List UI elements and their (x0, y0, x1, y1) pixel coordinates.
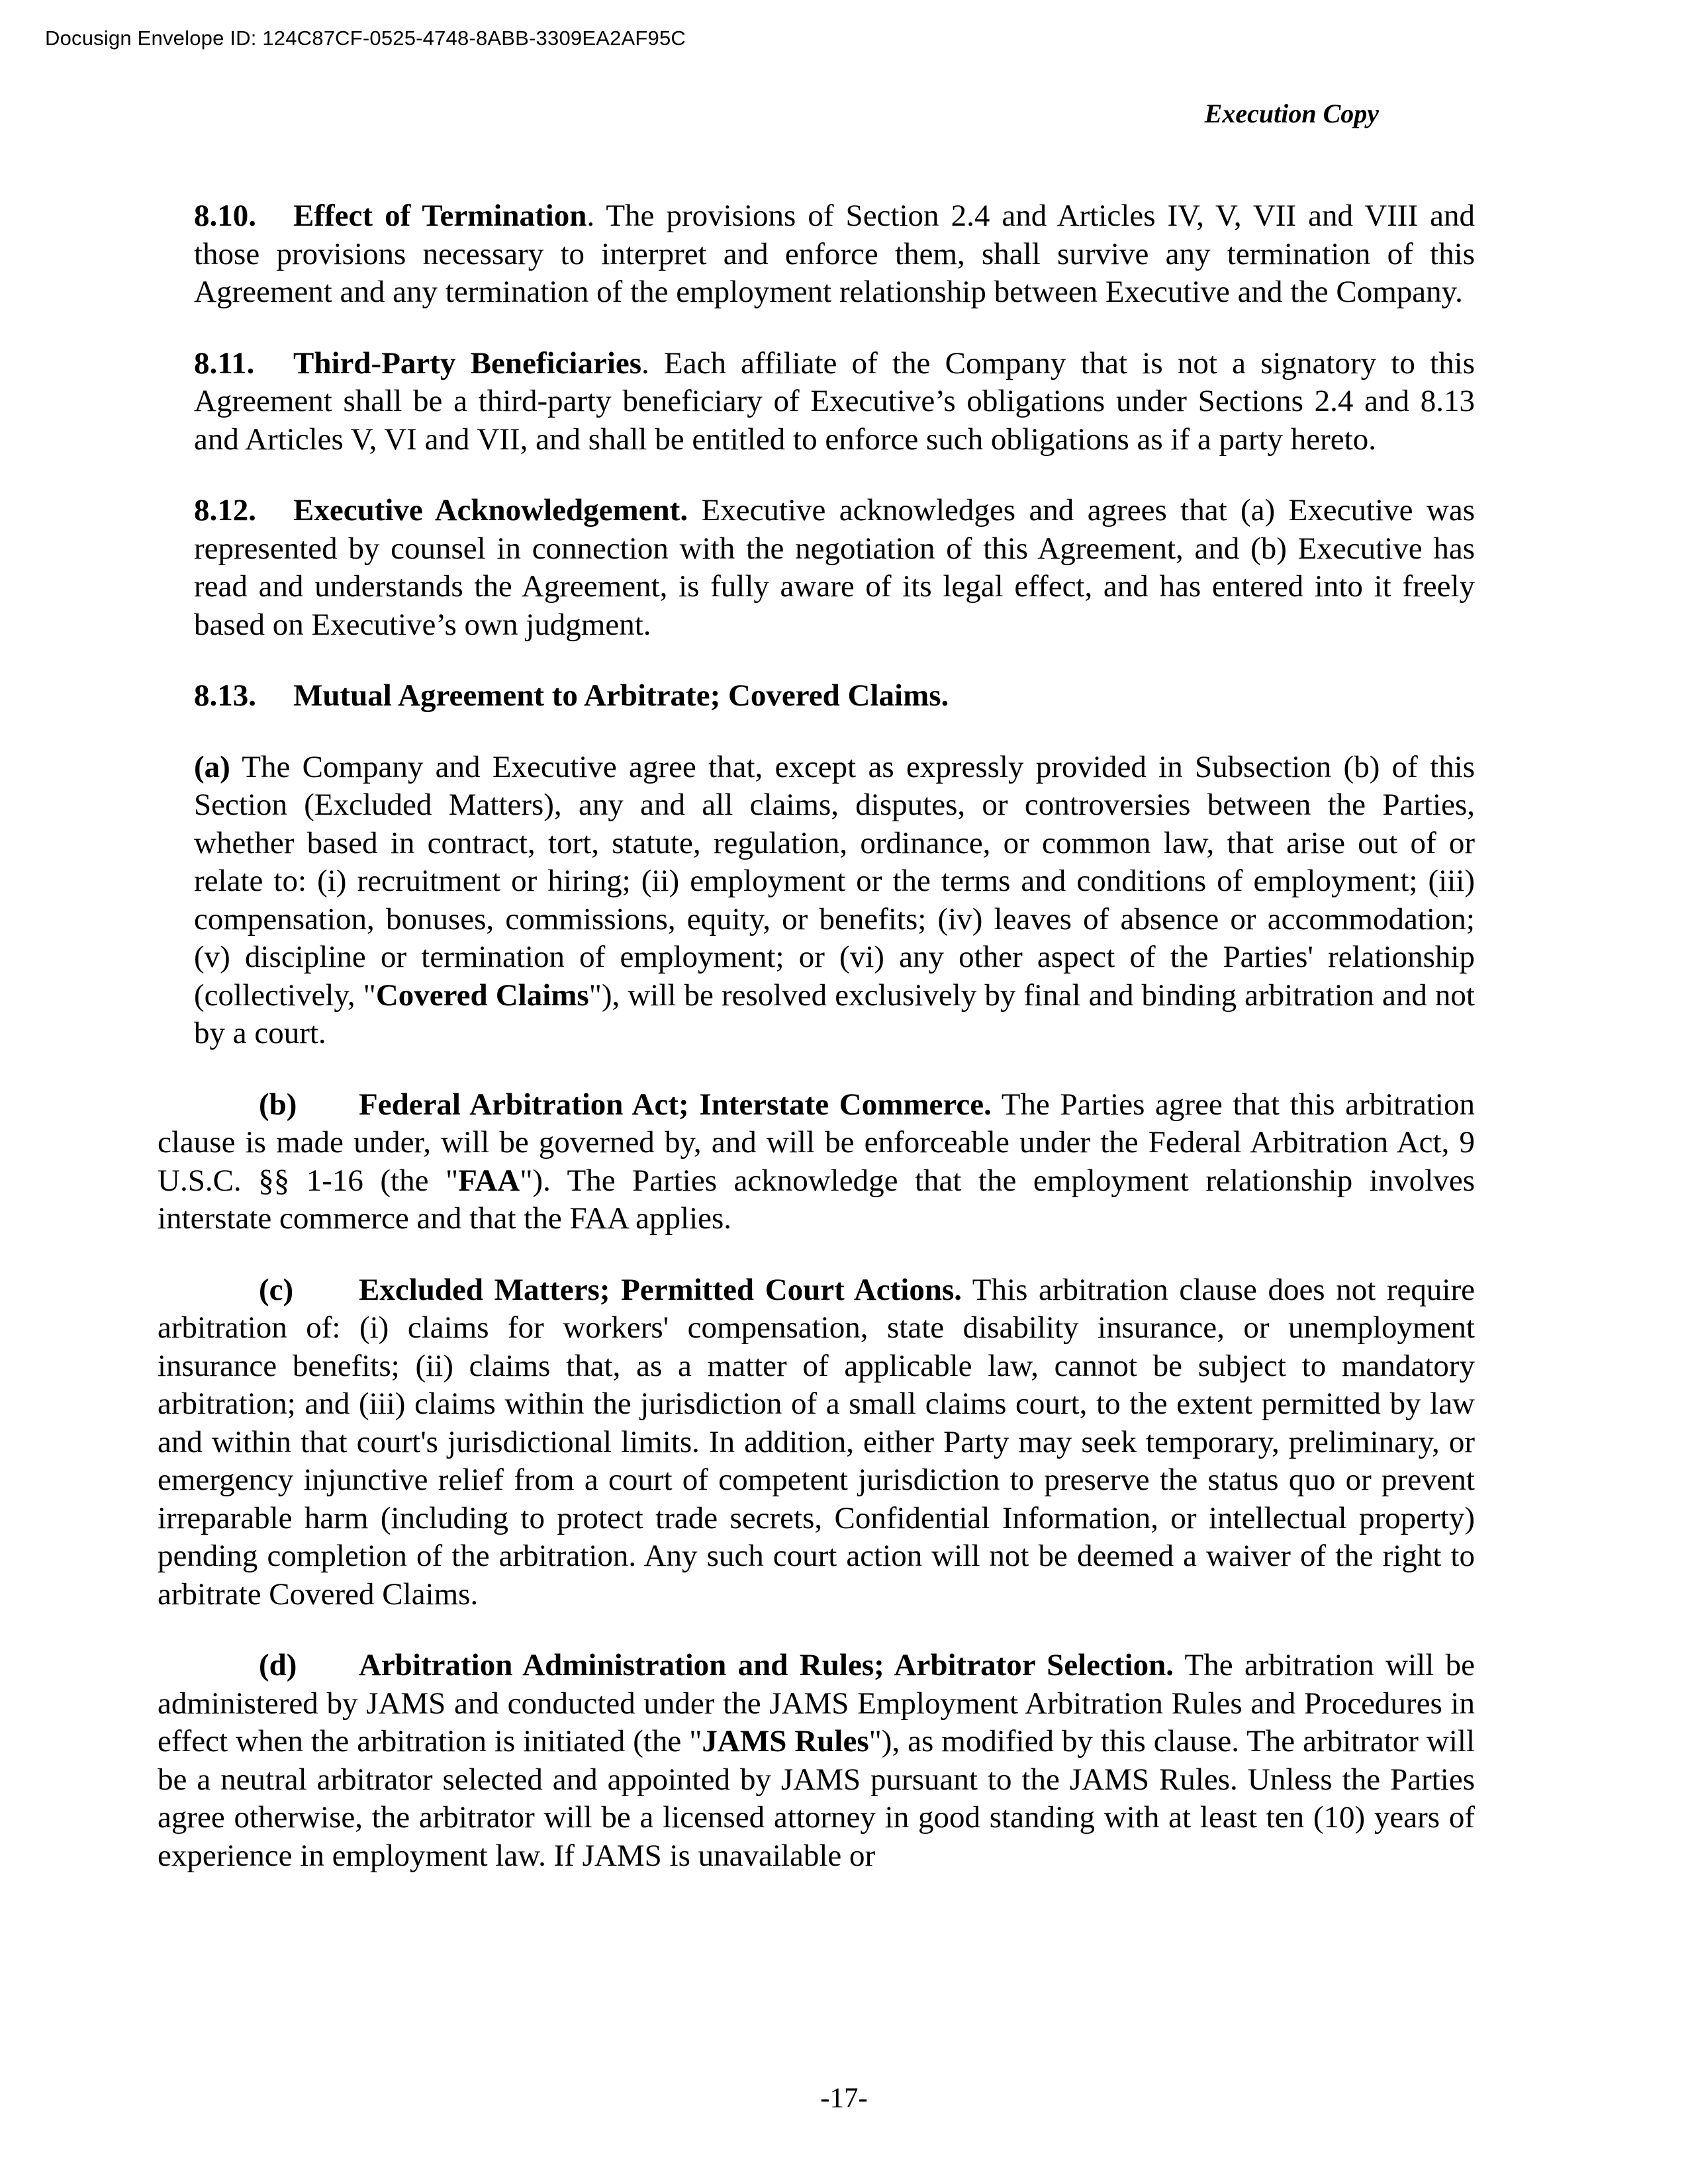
section-number: 8.11. (194, 345, 255, 381)
subsection-label: (a) (194, 749, 230, 784)
subsection-d (158, 1647, 1475, 1875)
subsection-text: "), will be resolved exclusively by final and binding arbitration and not by a court. (194, 978, 1475, 1050)
section-8-12 (194, 492, 1475, 644)
subsection-title: Excluded Matters; Permitted Court Actions. (359, 1272, 962, 1307)
subsection-text: The Company and Executive agree that, except as expressly provided in Subsection (b) of this Section (Excluded Matters), any and all claims, disputes, or controversies between the Parties, whether based in contract, tort, statute, regulation, ordinance, or common law, that arise out of or relate to: (i) recruitment or hiring; (ii) employment or the terms and conditions of employment; (iii) compensation, bonuses, commissions, equity, or benefits; (iv) leaves of absence or accommodation; (v) discipline or termination of employment; or (vi) any other aspect of the Parties' relationship (collectively, " (194, 749, 1475, 1013)
section-number: 8.12. (194, 493, 256, 527)
defined-term: FAA (458, 1163, 520, 1198)
page-number: -17- (820, 2083, 868, 2114)
section-8-11 (194, 345, 1475, 459)
subsection-title: Arbitration Administration and Rules; Arbitrator Selection. (359, 1648, 1174, 1682)
subsection-label: (b) (259, 1087, 297, 1122)
subsection-text: The Parties agree that this arbitration clause is made under, will be governed by, and will be enforceable under the Federal Arbitration Act, 9 U.S.C. §§ 1-16 (the " (158, 1087, 1475, 1198)
section-text: . The provisions of Section 2.4 and Articles IV, V, VII and VIII and those provisions necessary to interpret and enforce them, shall survive any termination of this Agreement and any termination of the employment relationship between Executive and the Company. (194, 199, 1476, 309)
execution-copy-label: Execution Copy (1204, 99, 1379, 128)
subsection-text: "). The Parties acknowledge that the employment relationship involves interstate commerce and that the FAA applies. (158, 1163, 1475, 1236)
section-8-13 (194, 677, 1475, 715)
subsection-label: (d) (259, 1648, 297, 1682)
docusign-envelope-id: Docusign Envelope ID: 124C87CF-0525-4748-8ABB-3309EA2AF95C (45, 26, 686, 50)
document-body (158, 197, 1476, 1908)
section-number: 8.10. (194, 199, 256, 233)
section-text: Executive acknowledges and agrees that (a) Executive was represented by counsel in connection with the negotiation of this Agreement, and (b) Executive has read and understands the Agreement, is fully aware of its legal effect, and has entered into it freely based on Executive’s own judgment. (194, 493, 1475, 642)
subsection-c (158, 1271, 1475, 1614)
section-title: Effect of Termination (293, 199, 587, 233)
subsection-label: (c) (259, 1272, 294, 1307)
subsection-text: This arbitration clause does not require arbitration of: (i) claims for workers' compensation, state disability insurance, or unemployment insurance benefits; (ii) claims that, as a matter of applicable law, cannot be subject to mandatory arbitration; and (iii) claims within the jurisdiction of a small claims court, to the extent permitted by law and within that court's jurisdictional limits. In addition, either Party may seek temporary, preliminary, or emergency injunctive relief from a court of competent jurisdiction to preserve the status quo or prevent irreparable harm (including to protect trade secrets, Confidential Information, or intellectual property) pending completion of the arbitration. Any such court action will not be deemed a waiver of the right to arbitrate Covered Claims. (158, 1272, 1475, 1612)
subsection-a (194, 749, 1475, 1053)
subsection-text: "), as modified by this clause. The arbitrator will be a neutral arbitrator selected and appointed by JAMS pursuant to the JAMS Rules. Unless the Parties agree otherwise, the arbitrator will be a licensed attorney in good standing with at least ten (10) years of experience in employment law. If JAMS is unavailable or (158, 1724, 1476, 1873)
defined-term: Covered Claims (375, 978, 589, 1013)
section-8-10 (194, 197, 1475, 312)
section-title: Third-Party Beneficiaries (293, 345, 642, 381)
subsection-b (158, 1086, 1475, 1238)
subsection-title: Federal Arbitration Act; Interstate Commerce. (359, 1087, 992, 1122)
subsection-text: The arbitration will be administered by JAMS and conducted under the JAMS Employment Arbitration Rules and Procedures in effect when the arbitration is initiated (the " (158, 1648, 1475, 1758)
section-text: . Each affiliate of the Company that is not a signatory to this Agreement shall be a third-party beneficiary of Executive’s obligations under Sections 2.4 and 8.13 and Articles V, VI and VII, and shall be entitled to enforce such obligations as if a party hereto. (194, 345, 1476, 457)
section-number: 8.13. (194, 678, 256, 713)
section-title: Mutual Agreement to Arbitrate; Covered Claims. (293, 678, 949, 713)
section-title: Executive Acknowledgement. (293, 493, 688, 527)
defined-term: JAMS Rules (702, 1724, 869, 1758)
